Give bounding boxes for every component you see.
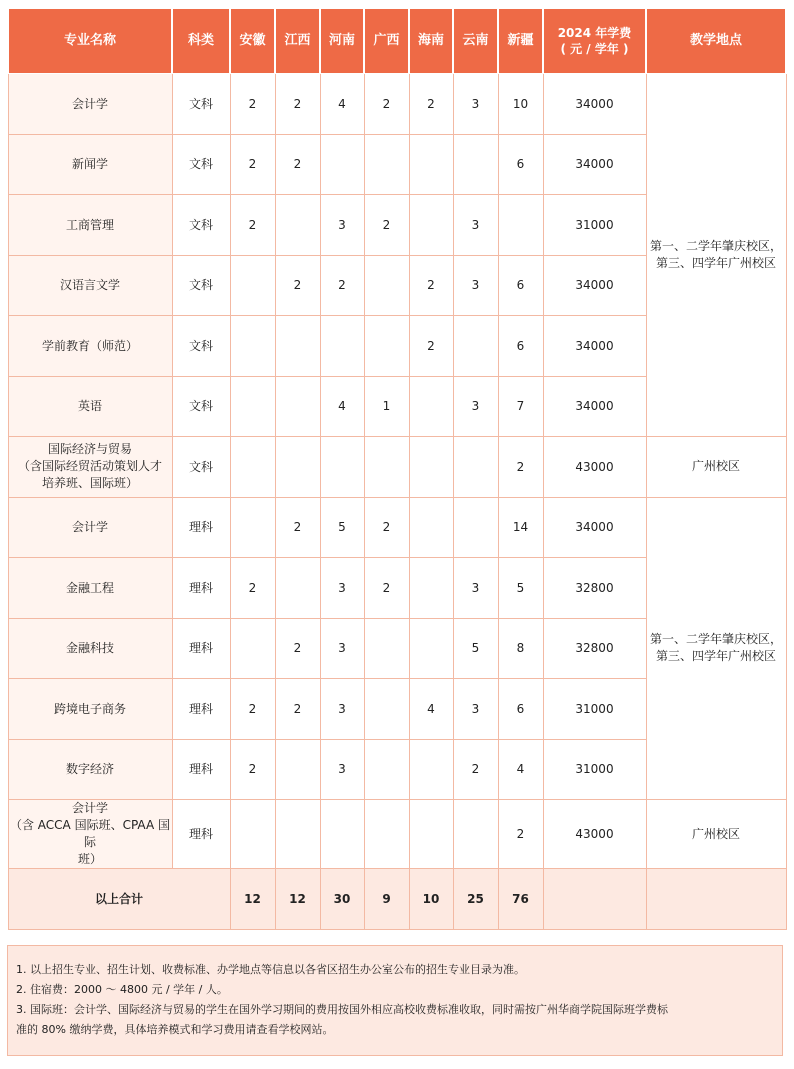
major-name-line: 新闻学 xyxy=(71,157,108,172)
major-name xyxy=(8,679,172,740)
location-cell: 广州校区 xyxy=(646,800,786,869)
note-line: 2. 住宿费：2000 ～ 4800 元 / 学年 / 人。 xyxy=(16,983,228,996)
quota-cell xyxy=(230,437,275,498)
quota-cell: 3 xyxy=(453,195,498,256)
quota-cell: 5 xyxy=(498,558,543,619)
quota-cell xyxy=(409,618,453,679)
header-fee-line2: ( 元 / 学年 ) xyxy=(560,42,629,56)
major-name-line: 金融工程 xyxy=(65,580,114,595)
quota-cell: 2 xyxy=(230,195,275,256)
category-cell: 文科 xyxy=(172,195,230,256)
major-name-line: 数字经济 xyxy=(65,762,114,777)
quota-cell: 3 xyxy=(320,739,364,800)
location-cell xyxy=(646,74,786,437)
major-name xyxy=(8,497,172,558)
quota-cell: 6 xyxy=(498,134,543,195)
table-footer xyxy=(8,869,786,930)
category-cell: 文科 xyxy=(172,376,230,437)
major-name xyxy=(8,618,172,679)
quota-cell xyxy=(275,558,320,619)
quota-cell: 2 xyxy=(230,679,275,740)
quota-cell: 10 xyxy=(498,74,543,135)
quota-cell: 2 xyxy=(275,618,320,679)
major-name-line: 学前教育（师范） xyxy=(41,338,138,353)
totals-row xyxy=(8,869,786,930)
major-name-line: （含 ACCA 国际班、CPAA 国际 xyxy=(9,818,170,849)
major-name-line: 会计学 xyxy=(71,801,108,815)
major-name-line: 国际经济与贸易 xyxy=(47,442,132,457)
major-name xyxy=(8,739,172,800)
note-line: 准的 80% 缴纳学费，具体培养模式和学习费用请查看学校网站。 xyxy=(16,1023,334,1036)
quota-cell: 2 xyxy=(364,74,409,135)
quota-cell: 2 xyxy=(364,558,409,619)
quota-cell xyxy=(409,558,453,619)
major-name-line: 工商管理 xyxy=(65,217,114,232)
quota-cell xyxy=(320,134,364,195)
category-cell: 理科 xyxy=(172,558,230,619)
quota-cell: 4 xyxy=(320,376,364,437)
quota-cell: 6 xyxy=(498,316,543,377)
quota-cell xyxy=(409,437,453,498)
major-name xyxy=(8,376,172,437)
quota-cell: 4 xyxy=(409,679,453,740)
quota-cell xyxy=(230,618,275,679)
quota-cell: 2 xyxy=(275,497,320,558)
quota-cell xyxy=(453,316,498,377)
quota-cell: 2 xyxy=(275,74,320,135)
quota-cell: 2 xyxy=(409,255,453,316)
major-name-line: 金融科技 xyxy=(65,641,114,656)
quota-cell xyxy=(453,437,498,498)
total-value: 10 xyxy=(409,869,453,930)
major-name xyxy=(8,558,172,619)
major-name xyxy=(8,74,172,135)
quota-cell xyxy=(275,316,320,377)
quota-cell xyxy=(498,195,543,256)
quota-cell xyxy=(230,497,275,558)
table-row xyxy=(8,800,786,869)
quota-cell: 2 xyxy=(230,74,275,135)
quota-cell: 3 xyxy=(453,255,498,316)
fee-cell: 34000 xyxy=(543,74,646,135)
quota-cell xyxy=(320,437,364,498)
fee-cell: 31000 xyxy=(543,195,646,256)
location-line: 第三、四学年广州校区 xyxy=(655,649,776,664)
total-value: 9 xyxy=(364,869,409,930)
quota-cell: 1 xyxy=(364,376,409,437)
quota-cell: 6 xyxy=(498,255,543,316)
quota-cell: 3 xyxy=(453,558,498,619)
header-province: 广西 xyxy=(364,9,409,74)
table-row xyxy=(8,497,786,558)
major-name-line: 会计学 xyxy=(71,520,108,535)
major-name xyxy=(8,255,172,316)
quota-cell: 14 xyxy=(498,497,543,558)
quota-cell: 2 xyxy=(320,255,364,316)
header-province: 海南 xyxy=(409,9,453,74)
notes-box xyxy=(7,945,783,1056)
header-fee-line1: 2024 年学费 xyxy=(557,26,632,40)
category-cell: 理科 xyxy=(172,739,230,800)
quota-cell xyxy=(409,739,453,800)
major-name xyxy=(8,800,172,869)
fee-cell: 43000 xyxy=(543,437,646,498)
fee-cell: 31000 xyxy=(543,739,646,800)
quota-cell xyxy=(275,800,320,869)
location-cell: 广州校区 xyxy=(646,437,786,498)
quota-cell xyxy=(453,134,498,195)
category-cell: 文科 xyxy=(172,437,230,498)
location-line: 第三、四学年广州校区 xyxy=(655,256,776,270)
location-line: 第一、二学年肇庆校区， xyxy=(649,239,782,253)
quota-cell: 8 xyxy=(498,618,543,679)
fee-cell: 31000 xyxy=(543,679,646,740)
quota-cell xyxy=(364,316,409,377)
quota-cell xyxy=(409,800,453,869)
quota-cell: 3 xyxy=(320,618,364,679)
total-value: 12 xyxy=(275,869,320,930)
quota-cell: 3 xyxy=(453,679,498,740)
quota-cell: 7 xyxy=(498,376,543,437)
total-location-empty xyxy=(646,869,786,930)
fee-cell: 32800 xyxy=(543,558,646,619)
category-cell: 文科 xyxy=(172,255,230,316)
quota-cell: 2 xyxy=(230,558,275,619)
quota-cell: 2 xyxy=(230,739,275,800)
header-major: 专业名称 xyxy=(8,9,172,74)
quota-cell xyxy=(364,437,409,498)
header-category: 科类 xyxy=(172,9,230,74)
major-name xyxy=(8,316,172,377)
major-name-line: 跨境电子商务 xyxy=(53,701,126,716)
quota-cell: 2 xyxy=(498,800,543,869)
location-line: 第一、二学年肇庆校区， xyxy=(649,632,782,647)
quota-cell xyxy=(320,316,364,377)
category-cell: 理科 xyxy=(172,800,230,869)
total-value: 25 xyxy=(453,869,498,930)
category-cell: 理科 xyxy=(172,618,230,679)
quota-cell xyxy=(275,195,320,256)
fee-cell: 43000 xyxy=(543,800,646,869)
total-fee-empty xyxy=(543,869,646,930)
quota-cell xyxy=(364,739,409,800)
quota-cell: 3 xyxy=(320,195,364,256)
note-line: 3. 国际班：会计学、国际经济与贸易的学生在国外学习期间的费用按国外相应高校收费标准收取，同时需按广州华商学院国际班学费标 xyxy=(16,1003,668,1016)
header-province: 云南 xyxy=(453,9,498,74)
quota-cell xyxy=(364,618,409,679)
fee-cell: 32800 xyxy=(543,618,646,679)
quota-cell: 2 xyxy=(275,134,320,195)
quota-cell xyxy=(364,134,409,195)
quota-cell: 4 xyxy=(498,739,543,800)
category-cell: 文科 xyxy=(172,134,230,195)
major-name xyxy=(8,437,172,498)
quota-cell xyxy=(409,134,453,195)
fee-cell: 34000 xyxy=(543,376,646,437)
quota-cell xyxy=(230,800,275,869)
quota-cell: 2 xyxy=(498,437,543,498)
quota-cell: 5 xyxy=(320,497,364,558)
category-cell: 文科 xyxy=(172,74,230,135)
major-name-line: （含国际经贸活动策划人才 xyxy=(17,459,162,474)
fee-cell: 34000 xyxy=(543,316,646,377)
quota-cell xyxy=(230,255,275,316)
major-name-line: 汉语言文学 xyxy=(59,278,120,293)
totals-label: 以上合计 xyxy=(8,869,230,930)
quota-cell xyxy=(409,195,453,256)
fee-cell: 34000 xyxy=(543,497,646,558)
fee-cell: 34000 xyxy=(543,134,646,195)
quota-cell xyxy=(275,376,320,437)
quota-cell: 2 xyxy=(230,134,275,195)
header-province: 安徽 xyxy=(230,9,275,74)
quota-cell: 2 xyxy=(409,74,453,135)
header-province: 江西 xyxy=(275,9,320,74)
quota-cell xyxy=(409,497,453,558)
table-body xyxy=(8,74,786,869)
category-cell: 理科 xyxy=(172,497,230,558)
total-value: 76 xyxy=(498,869,543,930)
quota-cell xyxy=(364,679,409,740)
quota-cell: 2 xyxy=(275,679,320,740)
quota-cell xyxy=(320,800,364,869)
note-line: 1. 以上招生专业、招生计划、收费标准、办学地点等信息以各省区招生办公室公布的招生专业目录为准。 xyxy=(16,963,525,976)
major-name xyxy=(8,195,172,256)
location-cell xyxy=(646,497,786,800)
fee-cell: 34000 xyxy=(543,255,646,316)
total-value: 12 xyxy=(230,869,275,930)
header-fee xyxy=(543,9,646,74)
major-name-line: 班） xyxy=(77,852,102,866)
quota-cell: 3 xyxy=(453,376,498,437)
quota-cell: 2 xyxy=(275,255,320,316)
quota-cell: 3 xyxy=(453,74,498,135)
total-value: 30 xyxy=(320,869,364,930)
quota-cell xyxy=(453,800,498,869)
quota-cell: 4 xyxy=(320,74,364,135)
quota-cell xyxy=(364,255,409,316)
quota-cell xyxy=(453,497,498,558)
major-name-line: 英语 xyxy=(77,399,102,414)
table-row xyxy=(8,74,786,135)
category-cell: 理科 xyxy=(172,679,230,740)
quota-cell xyxy=(275,739,320,800)
quota-cell xyxy=(409,376,453,437)
quota-cell xyxy=(230,316,275,377)
enrollment-table xyxy=(7,8,787,930)
quota-cell: 3 xyxy=(320,558,364,619)
quota-cell: 2 xyxy=(364,195,409,256)
quota-cell: 2 xyxy=(364,497,409,558)
major-name-line: 培养班、国际班） xyxy=(41,476,138,491)
header-province: 河南 xyxy=(320,9,364,74)
header-location: 教学地点 xyxy=(646,9,786,74)
quota-cell: 2 xyxy=(409,316,453,377)
quota-cell xyxy=(230,376,275,437)
category-cell: 文科 xyxy=(172,316,230,377)
header-province: 新疆 xyxy=(498,9,543,74)
quota-cell: 5 xyxy=(453,618,498,679)
table-row xyxy=(8,437,786,498)
table-header xyxy=(8,9,786,74)
major-name-line: 会计学 xyxy=(71,96,108,111)
quota-cell: 2 xyxy=(453,739,498,800)
quota-cell xyxy=(364,800,409,869)
quota-cell: 3 xyxy=(320,679,364,740)
quota-cell: 6 xyxy=(498,679,543,740)
major-name xyxy=(8,134,172,195)
quota-cell xyxy=(275,437,320,498)
